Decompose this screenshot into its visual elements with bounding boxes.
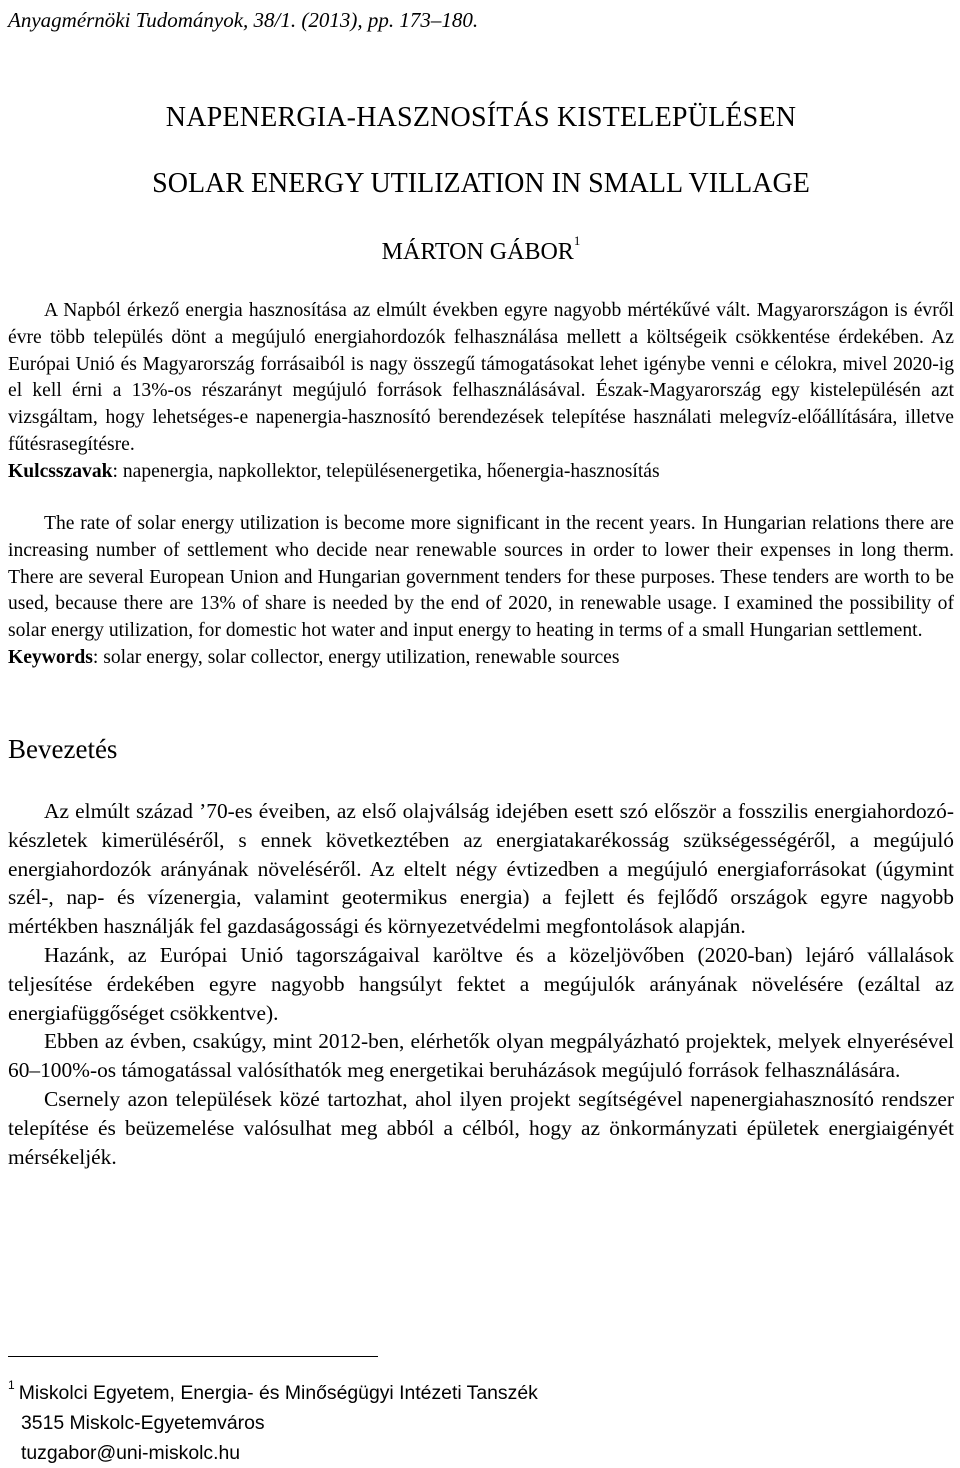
author-name: MÁRTON GÁBOR [381,239,574,265]
footnote-affiliation: Miskolci Egyetem, Energia- és Minőségügyi Intézeti Tanszék [18,1382,538,1404]
title-english: SOLAR ENERGY UTILIZATION IN SMALL VILLAGE [152,168,810,199]
author-footnote-mark: 1 [573,233,581,248]
body-paragraph-2: Hazánk, az Európai Unió tagországaival karöltve és a közeljövőben (2020-ban) lejáró vállalások teljesítése érdekében egyre nagyobb hangsúlyt fektet a megújulók arányának növelésére (ezáltal az energiafüggőséget csökkentve). [8,942,954,1025]
abstract-hungarian-text: A Napból érkező energia hasznosítása az elmúlt években egyre nagyobb mértékűvé vált. Magyarországon is évről évre több település dönt a megújuló energiahordozók felhasználása mellett a költségeik csökkentése érdekében. Az Európai Unió és Magyarország forrásaiból is nagy összegű támogatásokat lehet igénybe venni e célokra, mivel 2020-ig el kell érni a 13%-os részarányt megújuló források felhasználásával. Észak-Magyarország egy kistelepülésén azt vizsgáltam, hogy lehetséges-e napenergia-hasznosító berendezések telepítése használati melegvíz-előállítására, illetve fűtésrasegítésre. [8,300,954,455]
keywords-english-label: Keywords [8,646,93,668]
footnote-line-1 [8,1378,538,1404]
abstract-english-text: The rate of solar energy utilization is become more significant in the recent years. In Hungarian relations there are increasing number of settlement who decide near renewable sources in order to lower their expenses in long therm. There are several European Union and Hungarian government tenders for these purposes. These tenders are worth to be used, because there are 13% of share is needed by the end of 2020, in renewable usage. I examined the possibility of solar energy utilization, for domestic hot water and input energy to heating in terms of a small Hungarian settlement. [8,513,954,642]
section-heading: Bevezetés [8,734,118,764]
keywords-english [8,645,954,672]
body-text [8,797,954,1171]
footnote-email: tuzgabor@uni-miskolc.hu [21,1442,241,1464]
abstract-hungarian [8,298,954,486]
title-hungarian: NAPENERGIA-HASZNOSÍTÁS KISTELEPÜLÉSEN [165,102,797,133]
keywords-hungarian [8,459,954,486]
footnote-address: 3515 Miskolc-Egyetemváros [21,1412,265,1434]
journal-header: Anyagmérnöki Tudományok, 38/1. (2013), pp. 173–180. [8,8,479,32]
footnote [8,1370,538,1468]
body-paragraph-4: Csernely azon települések közé tartozhat, ahol ilyen projekt segítségével napenergiahasznosító rendszer telepítése és beüzemelése valósulhat meg abból a célból, hogy az önkormányzati épületek energiaigényét mérsékeljék. [8,1086,954,1169]
body-paragraph-3: Ebben az évben, csakúgy, mint 2012-ben, elérhetők olyan megpályázható projektek, melyek elnyerésével 60–100%-os támogatással valósíthatók meg energetikai beruházások megújuló források felhasználására. [8,1029,954,1083]
keywords-hungarian-label: Kulcsszavak [8,460,113,482]
abstract-english [8,511,954,672]
author-line [8,233,954,266]
keywords-english-list: : solar energy, solar collector, energy utilization, renewable sources [92,646,620,668]
footnote-divider [8,1356,378,1357]
body-paragraph-1: Az elmúlt század ’70-es éveiben, az első olajválság idejében esett szó először a fosszilis energiahordozó-készletek kimerüléséről, s ennek következtében az energiatakarékosság szükségességéről, a megújuló energiahordozók arányának növeléséről. Az eltelt négy évtizedben a megújuló energiaforrásokat (úgymint szél-, nap- és vízenergia, valamint geotermikus energia) a fejlett és fejlődő országok egyre nagyobb mértékben használják fel gazdaságossági és környezetvédelmi megfontolások alapján. [8,799,954,939]
footnote-mark: 1 [8,1378,15,1392]
keywords-hungarian-list: : napenergia, napkollektor, településenergetika, hőenergia-hasznosítás [112,460,660,482]
